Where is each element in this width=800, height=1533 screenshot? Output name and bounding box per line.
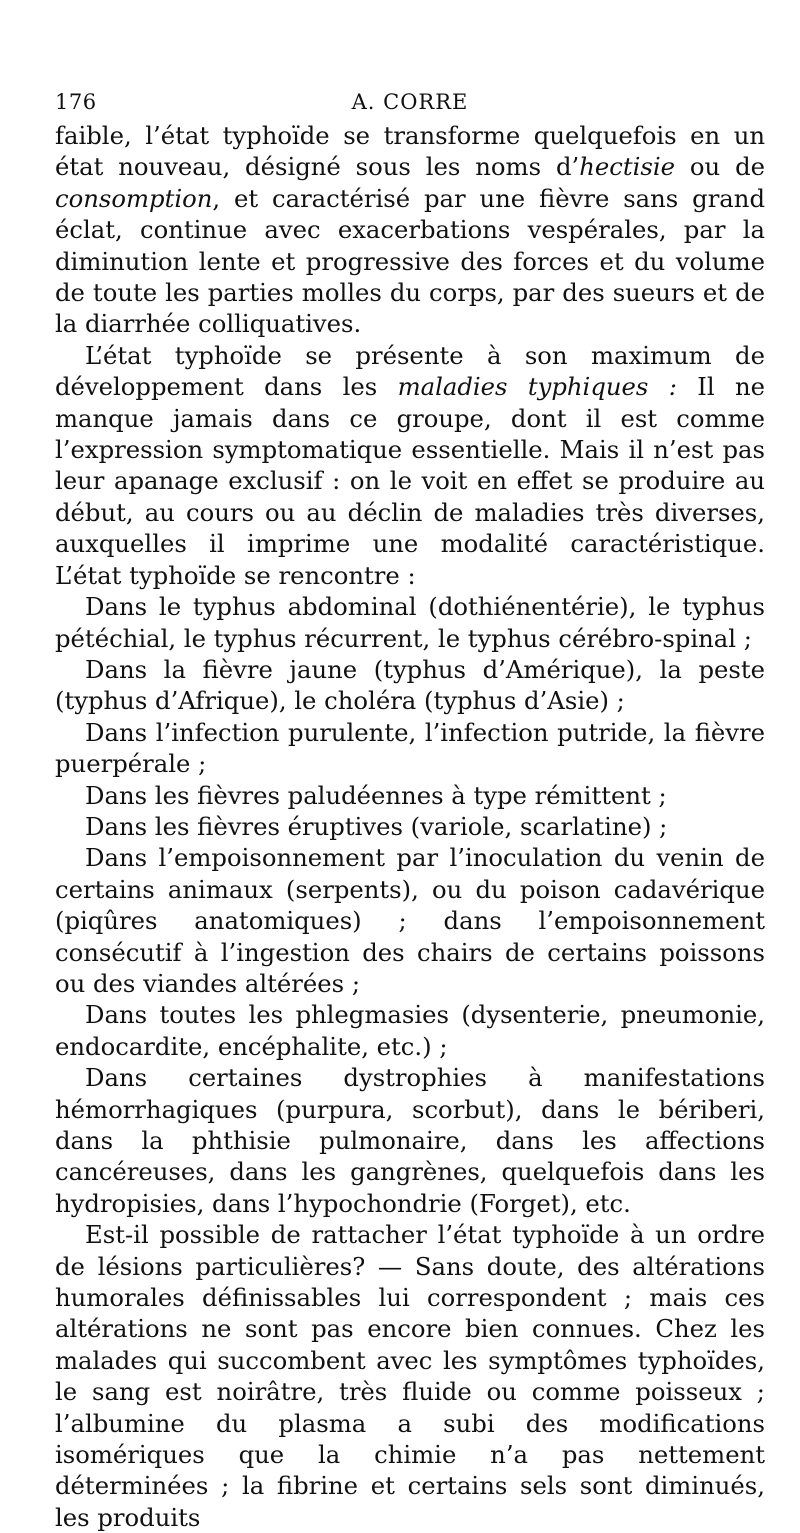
page-number: 176 <box>55 90 97 114</box>
page-header <box>55 84 765 120</box>
italic-text: consomption <box>55 183 213 213</box>
paragraph <box>55 591 765 654</box>
paragraph <box>55 340 765 591</box>
text-run: , et caractérisé par une fièvre sans grand éclat, continue avec exacerbations vespérales, par la diminution lente et progressive des forces et du volume de toute les parties molles du corps, par des sueurs et de la diarrhée colliquatives. <box>55 183 765 339</box>
paragraph <box>55 120 765 340</box>
paragraph <box>55 999 765 1062</box>
document-page <box>55 84 765 1533</box>
paragraph <box>55 1219 765 1533</box>
body-text <box>55 120 765 1533</box>
text-run: Dans certaines dystrophies à manifestations hémorrhagiques (purpura, scorbut), dans le bériberi, dans la phthisie pulmonaire, dans les affections cancéreuses, dans les gangrènes, quelquefois dans les hydropisies, dans l’hypochondrie (Forget), etc. <box>55 1063 765 1218</box>
paragraph <box>55 842 765 999</box>
text-run: Dans le typhus abdominal (dothiénentérie), le typhus pétéchial, le typhus récurrent, le typhus cérébro-spinal ; <box>55 592 765 653</box>
text-run: Est-il possible de rattacher l’état typhoïde à un ordre de lésions particulières? — Sans doute, des altérations humorales définissables lui correspondent ; mais ces altérations ne sont pas encore bien connues. Chez les malades qui succombent avec les symptômes typhoïdes, le sang est noirâtre, très fluide ou comme poisseux ; l’albumine du plasma a subi des modifications isomériques que la chimie n’a pas nettement déterminées ; la fibrine et certains sels sont diminués, les produits <box>55 1220 765 1532</box>
italic-text: hectisie <box>579 152 676 182</box>
text-run: Il ne manque jamais dans ce groupe, dont il est comme l’expression symptomatique essentielle. Mais il n’est pas leur apanage exclusif : on le voit en effet se produire au début, au cours ou au déclin de maladies très diverses, auxquelles il imprime une modalité caractéristique. L’état typhoïde se rencontre : <box>55 372 765 590</box>
text-run: Dans les fièvres paludéennes à type rémittent ; <box>85 780 667 810</box>
italic-text: maladies typhiques : <box>397 372 677 402</box>
text-run: L’état typhoïde se présente à son maximum de développement dans les <box>55 340 765 402</box>
paragraph <box>55 1062 765 1219</box>
text-run: Dans l’infection purulente, l’infection putride, la fièvre puerpérale ; <box>55 717 765 779</box>
paragraph <box>55 654 765 717</box>
paragraph <box>55 811 765 842</box>
running-title: A. CORRE <box>351 90 469 114</box>
text-run: Dans la fièvre jaune (typhus d’Amérique), la peste (typhus d’Afrique), le choléra (typhus d’Asie) ; <box>55 654 765 716</box>
paragraph <box>55 780 765 811</box>
text-run: Dans toutes les phlegmasies (dysenterie, pneumonie, endocardite, encéphalite, etc.) ; <box>55 1000 765 1061</box>
text-run: ou de <box>675 152 766 182</box>
text-run: Dans l’empoisonnement par l’inoculation du venin de certains animaux (serpents), ou du poison cadavérique (piqûres anatomiques) ; dans l’empoisonnement consécutif à l’ingestion des chairs de certains poissons ou des viandes altérées ; <box>55 843 765 998</box>
text-run: Dans les fièvres éruptives (variole, scarlatine) ; <box>85 811 668 841</box>
text-run: faible, l’état typhoïde se transforme quelquefois en un état nouveau, désigné sous les noms d’ <box>55 121 765 182</box>
paragraph <box>55 717 765 780</box>
